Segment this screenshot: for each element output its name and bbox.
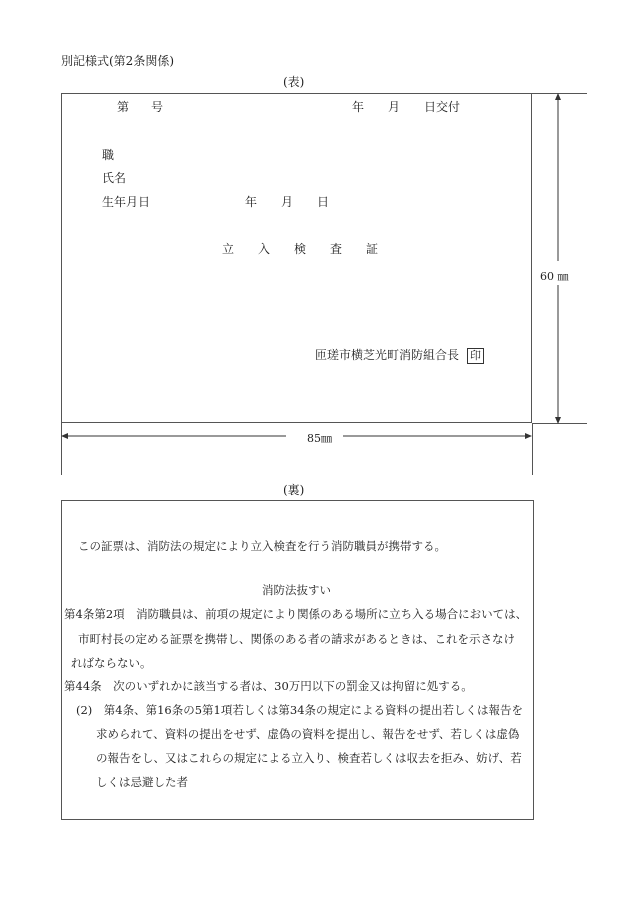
issuer-name: 匝瑳市横芝光町消防組合長: [315, 348, 460, 362]
id-card-front: [61, 93, 532, 423]
article-4-text: 第4条第2項 消防職員は、前項の規定により関係のある場所に立ち入る場合においては、: [64, 607, 528, 621]
form-label: 別記様式(第2条関係): [61, 54, 174, 68]
item-2-text: (2) 第4条、第16条の5第1項若しくは第34条の規定による資料の提出若しくは報告を: [76, 703, 524, 717]
card-title-char: 証: [366, 242, 379, 256]
id-card-back: [61, 500, 534, 820]
birthdate-label: 生年月日: [102, 195, 151, 209]
card-title-char: 立: [222, 242, 235, 256]
position-label: 職: [102, 148, 115, 162]
card-number-suffix: 号: [151, 100, 164, 114]
card-title-char: 査: [330, 242, 343, 256]
card-number-prefix: 第: [117, 100, 130, 114]
birth-year-label: 年: [245, 195, 258, 209]
issuer-line: [315, 346, 484, 364]
birth-day-label: 日: [317, 195, 330, 209]
birth-month-label: 月: [281, 195, 294, 209]
item-2-text: 求められて、資料の提出をせず、虚偽の資料を提出し、報告をせず、若しくは虚偽: [96, 727, 520, 741]
article-44-text: 第44条 次のいずれかに該当する者は、30万円以下の罰金又は拘留に処する。: [64, 679, 473, 693]
width-dimension-label: 85㎜: [307, 432, 332, 445]
issue-month-label: 月: [388, 100, 401, 114]
name-label: 氏名: [102, 171, 127, 185]
article-4-text: 市町村長の定める証票を携帯し、関係のある者の請求があるときは、これを示さなけ: [78, 632, 515, 646]
height-arrow-icon: [550, 93, 566, 424]
item-2-text: しくは忌避した者: [96, 775, 188, 789]
back-label: (裏): [283, 483, 305, 497]
card-title-char: 入: [258, 242, 271, 256]
width-arrow-icon: [61, 428, 533, 444]
issue-year-label: 年: [352, 100, 365, 114]
article-4-text: ればならない。: [71, 656, 152, 670]
front-label: (表): [283, 75, 305, 89]
issue-day-label: 日交付: [424, 100, 461, 114]
seal-stamp: 印: [467, 348, 484, 364]
excerpt-title: 消防法抜すい: [262, 583, 331, 597]
height-dimension-label: 60 ㎜: [540, 270, 569, 283]
intro-text: この証票は、消防法の規定により立入検査を行う消防職員が携帯する。: [78, 539, 446, 553]
item-2-text: の報告をし、又はこれらの規定による立入り、検査若しくは収去を拒み、妨げ、若: [96, 751, 522, 765]
card-title-char: 検: [294, 242, 307, 256]
